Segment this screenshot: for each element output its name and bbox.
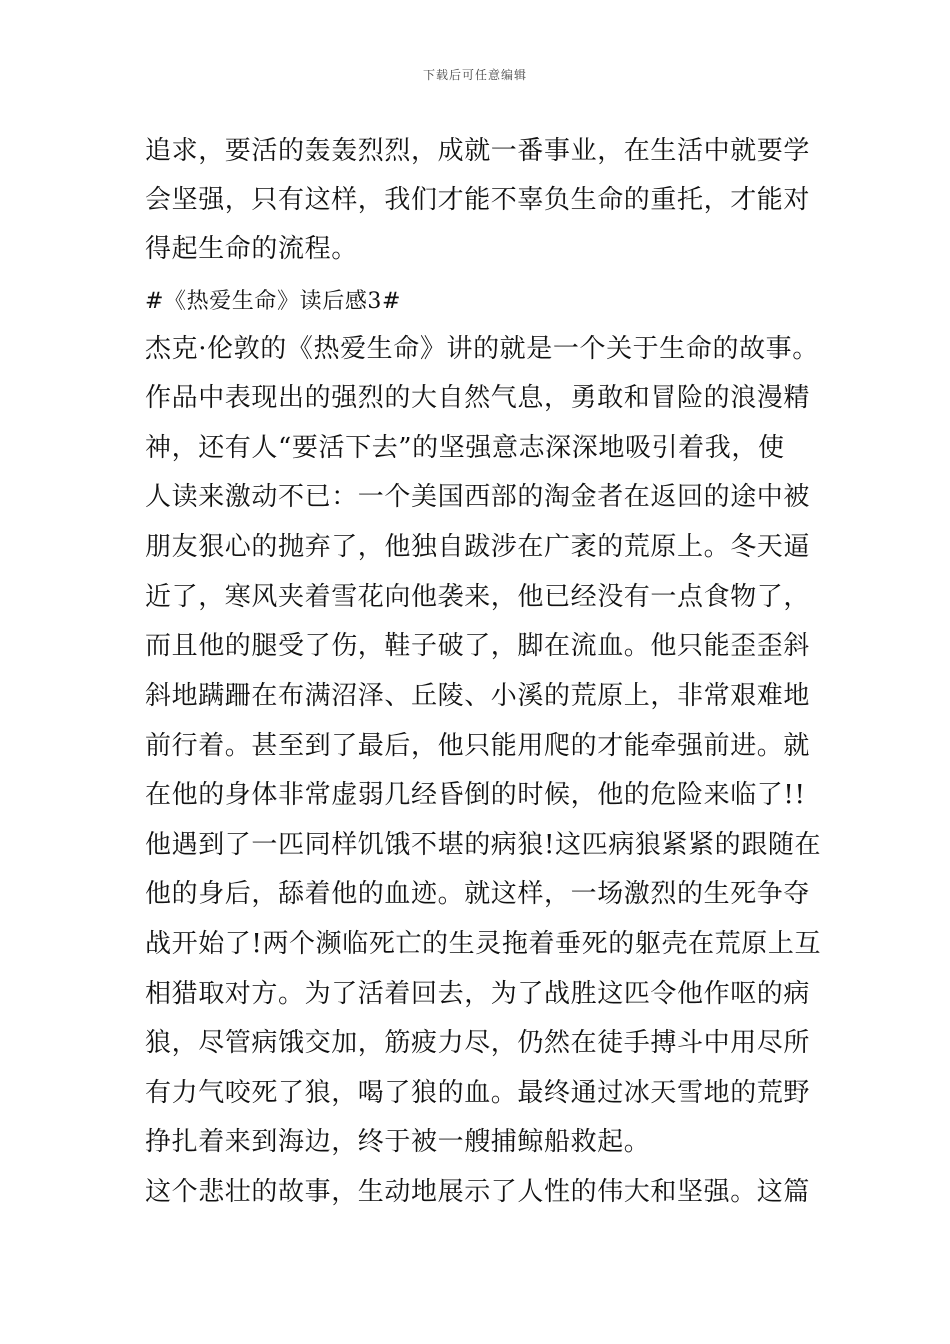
text-line: 作品中表现出的强烈的大自然气息，勇敢和冒险的浪漫精 (145, 383, 811, 413)
text-line: 前行着。甚至到了最后，他只能用爬的才能牵强前进。就 (145, 731, 811, 761)
text-line: 近了，寒风夹着雪花向他袭来，他已经没有一点食物了， (145, 582, 811, 612)
text-line: 他遇到了一匹同样饥饿不堪的病狼!这匹病狼紧紧的跟随在 (145, 830, 822, 860)
text-line: 有力气咬死了狼，喝了狼的血。最终通过冰天雪地的荒野 (145, 1078, 811, 1108)
text-line: 杰克·伦敦的《热爱生命》讲的就是一个关于生命的故事。 (145, 334, 819, 364)
section-heading: #《热爱生命》读后感3# (145, 289, 402, 314)
text-line: 相猎取对方。为了活着回去，为了战胜这匹令他作呕的病 (145, 979, 811, 1009)
text-line: 人读来激动不已：一个美国西部的淘金者在返回的途中被 (145, 482, 811, 512)
text-line: 会坚强，只有这样，我们才能不辜负生命的重托，才能对 (145, 185, 811, 215)
text-line: 狼，尽管病饿交加，筋疲力尽，仍然在徒手搏斗中用尽所 (145, 1028, 811, 1058)
text-line: 斜地蹒跚在布满沼泽、丘陵、小溪的荒原上，非常艰难地 (145, 681, 811, 711)
text-line: 朋友狠心的抛弃了，他独自跋涉在广袤的荒原上。冬天逼 (145, 532, 811, 562)
text-line: 得起生命的流程。 (145, 234, 358, 264)
text-line: 战开始了!两个濒临死亡的生灵拖着垂死的躯壳在荒原上互 (145, 929, 822, 959)
text-line: 神，还有人“要活下去”的坚强意志深深地吸引着我，使 (145, 433, 785, 463)
page-header: 下载后可任意编辑 (422, 68, 527, 82)
text-line: 而且他的腿受了伤，鞋子破了，脚在流血。他只能歪歪斜 (145, 631, 811, 661)
text-line: 在他的身体非常虚弱几经昏倒的时候，他的危险来临了!! (145, 780, 806, 810)
text-line: 他的身后，舔着他的血迹。就这样，一场激烈的生死争夺 (145, 879, 811, 909)
text-line: 挣扎着来到海边，终于被一艘捕鲸船救起。 (145, 1127, 651, 1157)
text-line: 这个悲壮的故事，生动地展示了人性的伟大和坚强。这篇 (145, 1177, 811, 1207)
text-line: 追求，要活的轰轰烈烈，成就一番事业，在生活中就要学 (145, 136, 811, 166)
